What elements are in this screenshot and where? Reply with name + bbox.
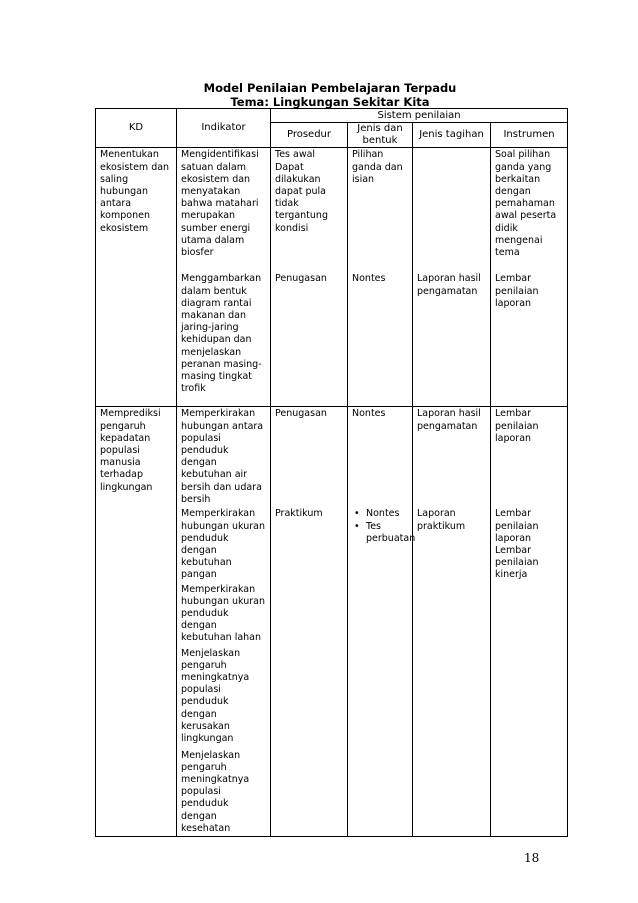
header-instrumen: Instrumen <box>491 123 568 148</box>
kd-cell <box>96 407 177 837</box>
indikator-text: Memperkirakan hubungan ukuran penduduk dengan kebutuhan pangan <box>181 508 266 581</box>
assessment-table <box>95 108 568 837</box>
indikator-cell <box>177 407 271 508</box>
indikator-text: Memperkirakan hubungan ukuran penduduk dengan kebutuhan lahan <box>181 583 266 644</box>
instrumen-text: Lembar penilaian laporan <box>495 408 539 444</box>
prosedur-cell <box>271 407 348 508</box>
prosedur-text: Penugasan <box>275 273 327 285</box>
instrumen-text-2: Lembar penilaian kinerja <box>495 545 539 581</box>
indikator-text: Memperkirakan hubungan antara populasi penduduk dengan kebutuhan air bersih dan udara bersih <box>181 408 264 505</box>
jenis-bentuk-cell <box>348 407 413 508</box>
jenis-tagihan-text: Laporan hasil pengamatan <box>417 273 481 297</box>
indikator-cell <box>177 749 271 837</box>
jenis-bentuk-cell <box>348 507 416 836</box>
header-kd: KD <box>96 109 177 148</box>
jenis-tagihan-cell <box>413 148 491 273</box>
header-jenis-bentuk: Jenis dan bentuk <box>348 123 413 148</box>
instrumen-cell <box>491 407 568 508</box>
instrumen-cell <box>491 507 568 836</box>
header-jenis-tagihan: Jenis tagihan <box>413 123 491 148</box>
header-sistem-penilaian: Sistem penilaian <box>271 109 568 123</box>
page-number: 18 <box>524 851 540 865</box>
indikator-cell <box>177 507 271 582</box>
instrumen-text: Soal pilihan ganda yang berkaitan dengan pemahaman awal peserta didik mengenai tema <box>495 149 557 259</box>
indikator-cell <box>177 583 271 647</box>
jenis-tagihan-cell <box>413 407 491 508</box>
jenis-tagihan-text: Laporan hasil pengamatan <box>417 408 481 432</box>
indikator-text: Mengidentifikasi satuan dalam ekosistem dan menyatakan bahwa matahari merupakan sumber energi utama dalam biosfer <box>181 149 259 259</box>
jenis-bentuk-cell <box>348 148 413 273</box>
jenis-bentuk-list <box>352 508 416 545</box>
document-title: Model Penilaian Pembelajaran Terpadu <box>203 81 457 95</box>
prosedur-text: Tes awal Dapat dilakukan dapat pula tidak tergantung kondisi <box>275 149 328 234</box>
instrumen-cell <box>491 272 568 407</box>
indikator-text: Menggambarkan dalam bentuk diagram rantai makanan dan jaring-jaring kehidupan dan menjelaskan peranan masing-masing tingkat trofik <box>181 273 262 395</box>
list-item: • Nontes <box>366 508 408 520</box>
prosedur-cell <box>271 272 348 407</box>
list-item: • Tes perbuatan <box>366 521 408 545</box>
jenis-bentuk-text: Pilihan ganda dan isian <box>352 149 403 185</box>
jenis-bentuk-cell <box>348 272 413 407</box>
indikator-cell <box>177 647 271 749</box>
indikator-cell <box>177 272 271 407</box>
prosedur-cell <box>271 507 348 836</box>
header-row <box>96 109 568 123</box>
indikator-text: Menjelaskan pengaruh meningkatnya populasi penduduk dengan kerusakan lingkungan <box>181 647 250 745</box>
table-row <box>96 148 568 273</box>
jenis-bentuk-text: Nontes <box>352 408 386 420</box>
header-indikator: Indikator <box>177 109 271 148</box>
prosedur-cell <box>271 148 348 273</box>
jenis-tagihan-cell <box>413 272 491 407</box>
jenis-tagihan-cell <box>413 507 491 836</box>
indikator-cell <box>177 148 271 273</box>
instrumen-cell <box>491 148 568 273</box>
header-prosedur: Prosedur <box>271 123 348 148</box>
table-row <box>96 407 568 508</box>
prosedur-text: Penugasan <box>275 408 327 420</box>
prosedur-text: Praktikum <box>275 508 323 520</box>
jenis-tagihan-text: Laporan praktikum <box>417 508 466 532</box>
kd-cell <box>96 148 177 407</box>
instrumen-text: Lembar penilaian laporan <box>495 273 539 309</box>
jenis-bentuk-text: Nontes <box>352 273 386 285</box>
indikator-text: Menjelaskan pengaruh meningkatnya populasi penduduk dengan kesehatan <box>181 749 250 834</box>
kd-text: Memprediksi pengaruh kepadatan populasi manusia terhadap lingkungan <box>100 408 161 493</box>
instrumen-text: Lembar penilaian laporan <box>495 508 539 544</box>
kd-text: Menentukan ekosistem dan saling hubungan antara komponen ekosistem <box>100 149 170 234</box>
document-subtitle: Tema: Lingkungan Sekitar Kita <box>230 95 430 109</box>
